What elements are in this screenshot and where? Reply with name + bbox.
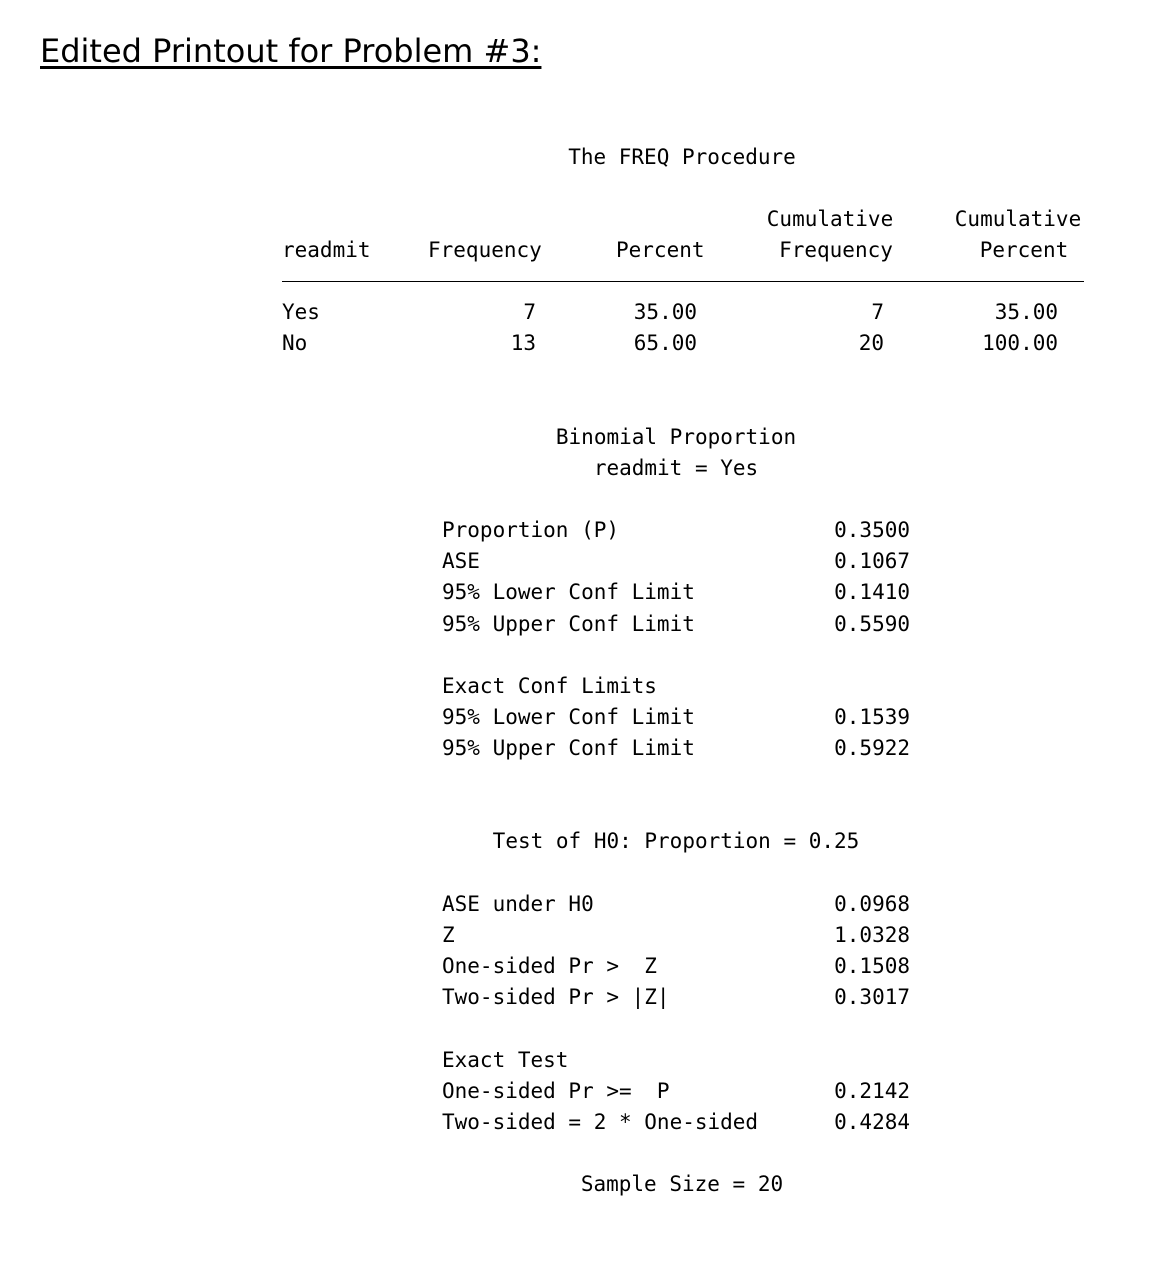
stat-label: Proportion (P) bbox=[442, 518, 620, 542]
stat-value: 1.0328 bbox=[834, 923, 910, 947]
stat-value: 0.4284 bbox=[834, 1110, 910, 1134]
stat-value: 0.2142 bbox=[834, 1079, 910, 1103]
row-percent: 65.00 bbox=[633, 331, 697, 355]
stat-label: Z bbox=[442, 923, 455, 947]
test-title: Test of H0: Proportion = 0.25 bbox=[492, 829, 860, 853]
stat-value: 0.0968 bbox=[834, 892, 910, 916]
sample-size: Sample Size = 20 bbox=[580, 1172, 784, 1196]
row-level: Yes bbox=[282, 300, 320, 324]
row-cum-frequency: 20 bbox=[858, 331, 884, 355]
exact-test-heading: Exact Test bbox=[442, 1048, 569, 1072]
stat-label: Two-sided = 2 * One-sided bbox=[442, 1110, 759, 1134]
stat-value: 0.1508 bbox=[834, 954, 910, 978]
page-heading: Edited Printout for Problem #3: bbox=[40, 32, 542, 70]
stat-label: 95% Lower Conf Limit bbox=[442, 580, 695, 604]
procedure-title: The FREQ Procedure bbox=[568, 145, 796, 169]
stat-value: 0.1067 bbox=[834, 549, 910, 573]
row-cum-percent: 35.00 bbox=[994, 300, 1058, 324]
header-cum-frequency-1: Cumulative bbox=[766, 207, 894, 231]
row-percent: 35.00 bbox=[633, 300, 697, 324]
header-cum-frequency-2: Frequency bbox=[779, 238, 893, 262]
stat-value: 0.3500 bbox=[834, 518, 910, 542]
row-frequency: 13 bbox=[510, 331, 536, 355]
stat-label: 95% Lower Conf Limit bbox=[442, 705, 695, 729]
header-readmit: readmit bbox=[282, 238, 371, 262]
binomial-title: Binomial Proportion bbox=[555, 425, 797, 449]
stat-label: 95% Upper Conf Limit bbox=[442, 736, 695, 760]
stat-value: 0.3017 bbox=[834, 985, 910, 1009]
header-cum-percent-2: Percent bbox=[979, 238, 1069, 262]
header-cum-percent-1: Cumulative bbox=[954, 207, 1082, 231]
stat-label: One-sided Pr >= P bbox=[442, 1079, 670, 1103]
exact-conf-limits-heading: Exact Conf Limits bbox=[442, 674, 657, 698]
stat-label: Two-sided Pr > |Z| bbox=[442, 985, 670, 1009]
header-frequency: Frequency bbox=[428, 238, 542, 262]
stat-label: 95% Upper Conf Limit bbox=[442, 612, 695, 636]
stat-label: ASE under H0 bbox=[442, 892, 594, 916]
stat-value: 0.5922 bbox=[834, 736, 910, 760]
stat-value: 0.1539 bbox=[834, 705, 910, 729]
stat-value: 0.5590 bbox=[834, 612, 910, 636]
row-cum-percent: 100.00 bbox=[982, 331, 1058, 355]
header-percent: Percent bbox=[616, 238, 705, 262]
stat-value: 0.1410 bbox=[834, 580, 910, 604]
stat-label: One-sided Pr > Z bbox=[442, 954, 657, 978]
row-frequency: 7 bbox=[523, 300, 536, 324]
binomial-subtitle: readmit = Yes bbox=[593, 456, 759, 480]
row-level: No bbox=[282, 331, 308, 355]
table-divider bbox=[282, 281, 1084, 282]
stat-label: ASE bbox=[442, 549, 480, 573]
row-cum-frequency: 7 bbox=[871, 300, 884, 324]
